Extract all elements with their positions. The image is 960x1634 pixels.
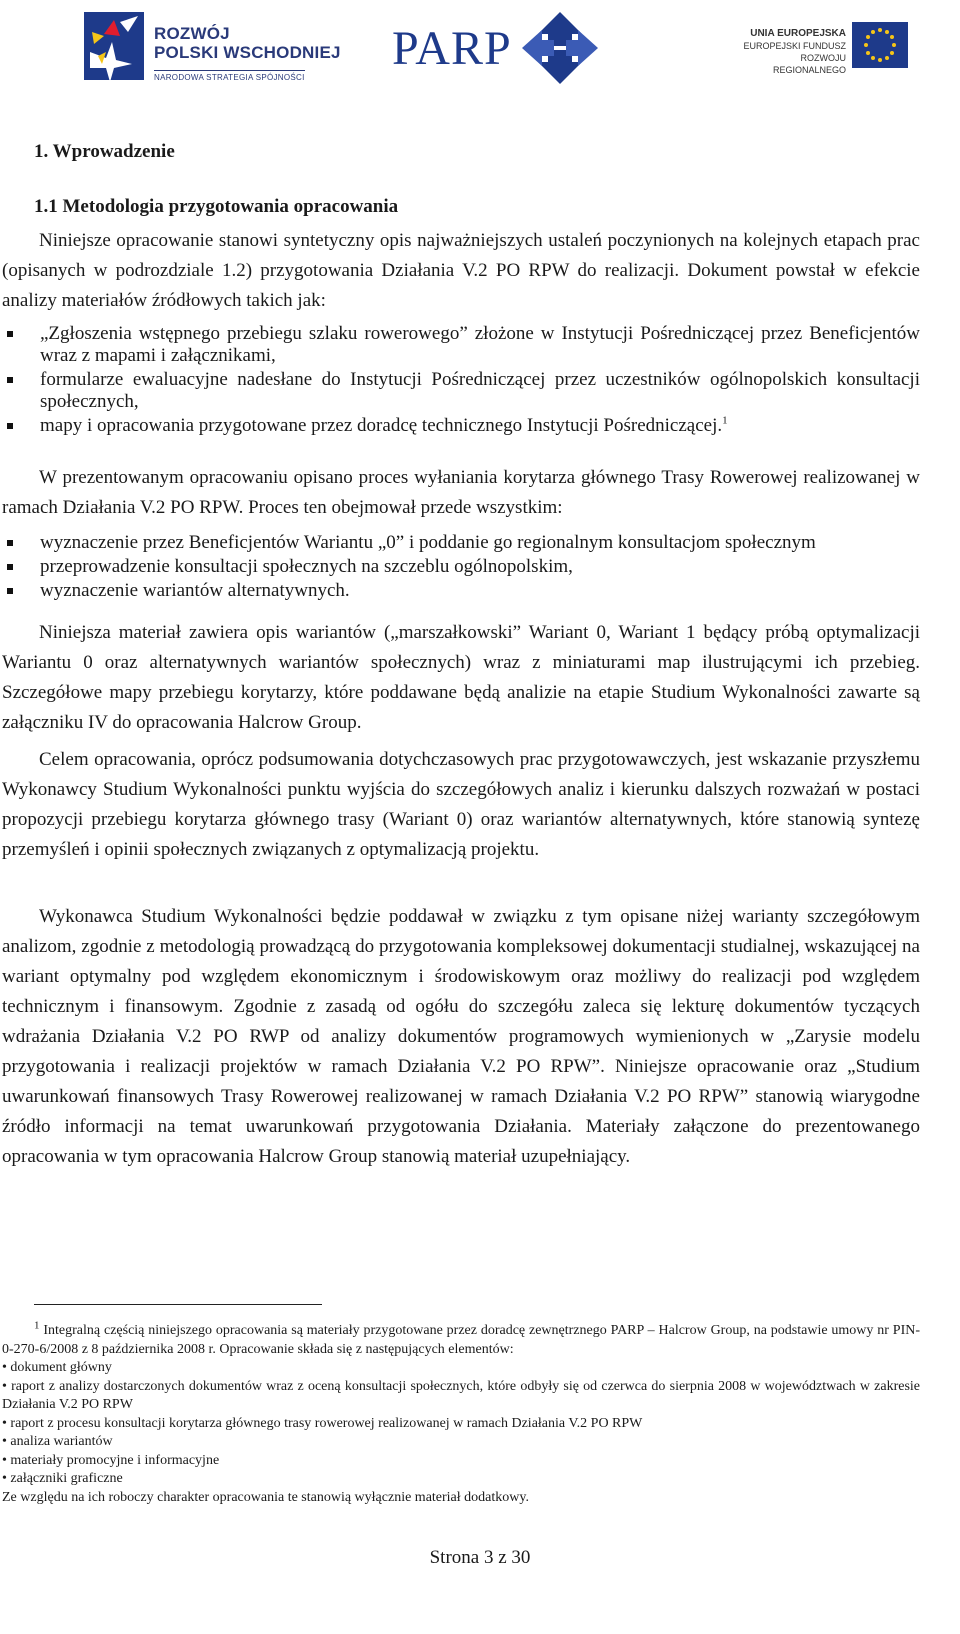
page-header [0, 0, 960, 100]
logo-rozwoj-polski-wschodniej [84, 12, 344, 84]
logo-unia-europejska [728, 22, 908, 74]
paragraph-intro: Niniejsze opracowanie stanowi syntetyczny opis najważniejszych ustaleń poczynionych na kolejnych etapach prac (opisanych w podrozdziale 1.2) przygotowania Działania V.2 PO RPW do realizacji. Dokument powstał w efekcie analizy materiałów źródłowych takich jak: [2, 230, 920, 311]
footnote-item: • analiza wariantów [2, 1434, 113, 1449]
rps-logo-text: ROZWÓJ POLSKI WSCHODNIEJ [154, 24, 341, 62]
square-bullet-icon [7, 331, 13, 337]
paragraph-contractor: Wykonawca Studium Wykonalności będzie poddawał w związku z tym opisane niżej warianty szczegółowym analizom, zgodnie z metodologią prowadzącą do przygotowania kompleksowej dokumentacji studialnej, wskazującej na wariant optymalny pod względem ekonomicznym i środowiskowym oraz możliwy do realizacji pod względem technicznym i finansowym. Zgodnie z zasadą od ogółu do szczegółu zaleca się lekturę dokumentów tyczących wdrażania Działania V.2 PO RWP od analizy dokumentów programowych wymienionych w „Zarysie modelu przygotowania i realizacji projektów w ramach Działania V.2 PO RPW”. Niniejsze opracowanie oraz „Studium uwarunkowań finansowych Trasy Rowerowej realizowanej w ramach Działania V.2 PO RPW” stanowią wiarygodne źródło informacji na temat uwarunkowań przygotowania Działania. Materiały załączone do prezentowanego opracowania w tym opracowania Halcrow Group stanowią materiał uzupełniający. [2, 906, 920, 1167]
paragraph-process: W prezentowanym opracowaniu opisano proces wyłaniania korytarza głównego Trasy Rowerowej realizowanej w ramach Działania V.2 PO RPW. Proces ten obejmował przede wszystkim: [2, 467, 920, 518]
paragraph-purpose: Celem opracowania, oprócz podsumowania dotychczasowych prac przygotowawczych, jest wskazanie przyszłemu Wykonawcy Studium Wykonalności punktu wyjścia do szczegółowych analiz i kierunku dalszych rozważań w postaci propozycji przebiegu korytarza głównego trasy (Wariant 0) oraz wariantów alternatywnych, które stanowią syntezę przemyśleń i opinii społecznych związanych z optymalizacją projektu. [2, 749, 920, 860]
footnote-item: • załączniki graficzne [2, 1471, 123, 1486]
section-heading: 1. Wprowadzenie [34, 141, 175, 162]
list-item: wyznaczenie wariantów alternatywnych. [2, 580, 920, 602]
logo-parp [392, 10, 602, 86]
page-number: Strona 3 z 30 [429, 1547, 531, 1568]
list-item: formularze ewaluacyjne nadesłane do Instytucji Pośredniczącej przez uczestników ogólnopolskich konsultacji społecznych, [2, 369, 920, 413]
footnote-reference: 1 [722, 414, 728, 427]
square-bullet-icon [7, 423, 13, 429]
paragraph-variants: Niniejsza materiał zawiera opis wariantów („marszałkowski” Wariant 0, Wariant 1 będący próbą optymalizacji Wariantu 0 oraz alternatywnych wariantów społecznych) wraz z miniaturami map ilustrującymi ich przebieg. Szczegółowe mapy przebiegu korytarzy, które poddawane będą analizie na etapie Studium Wykonalności zawarte są załączniku IV do opracowania Halcrow Group. [2, 622, 920, 733]
list-item: mapy i opracowania przygotowane przez doradcę technicznego Instytucji Pośredniczącej.$^1$ [2, 415, 920, 437]
square-bullet-icon [7, 377, 13, 383]
footnote-item: • dokument główny [2, 1360, 112, 1375]
footnote-item: • materiały promocyjne i informacyjne [2, 1452, 220, 1468]
rps-logo-subtitle: NARODOWA STRATEGIA SPÓJNOŚCI [154, 70, 305, 82]
square-bullet-icon [7, 564, 13, 570]
footnote-text: $^1$ Integralną częścią niniejszego opracowania są materiały przygotowane przez doradcę zewnętrznego PARP – Halcrow Group, na podstawie umowy nr PIN-0-270-6/2008 z 8 października 2008 r. Opracowanie składa się z następujących elementów: [2, 1319, 921, 1357]
list-item: „Zgłoszenia wstępnego przebiegu szlaku rowerowego” złożone w Instytucji Pośredniczącej przez Beneficjentów wraz z mapami i załącznikami, [2, 323, 920, 367]
parp-logo-text: PARP [392, 22, 512, 75]
subsection-heading: 1.1 Metodologia przygotowania opracowania [34, 196, 399, 217]
list-item: wyznaczenie przez Beneficjentów Wariantu „0” i poddanie go regionalnym konsultacjom społecznym [2, 532, 920, 554]
footnote-separator [34, 1304, 322, 1305]
process-steps-list [2, 532, 920, 602]
footnote-item: • raport z analizy dostarczonych dokumentów wraz z oceną konsultacji społecznych, które odbyły się od czerwca do sierpnia 2008 w województwach w zakresie Działania V.2 PO RPW [2, 1378, 920, 1412]
square-bullet-icon [7, 540, 13, 546]
parp-arrows-icon [520, 10, 600, 86]
rps-star-logo-icon [84, 12, 148, 84]
ue-logo-text: UNIA EUROPEJSKA EUROPEJSKI FUNDUSZ ROZWOJU REGIONALNEGO [743, 28, 846, 75]
footnote-closing: Ze względu na ich roboczy charakter opracowania te stanowią wyłącznie materiał dodatkowy. [2, 1489, 529, 1505]
square-bullet-icon [7, 588, 13, 594]
source-materials-list [2, 323, 920, 437]
footnote-item: • raport z procesu konsultacji korytarza głównego trasy rowerowej realizowanej w ramach Działania V.2 PO RPW [2, 1415, 643, 1431]
eu-flag-icon [852, 22, 908, 68]
footnote-number: 1 [34, 1319, 40, 1332]
list-item: przeprowadzenie konsultacji społecznych na szczeblu ogólnopolskim, [2, 556, 920, 578]
footnote [2, 1319, 921, 1507]
